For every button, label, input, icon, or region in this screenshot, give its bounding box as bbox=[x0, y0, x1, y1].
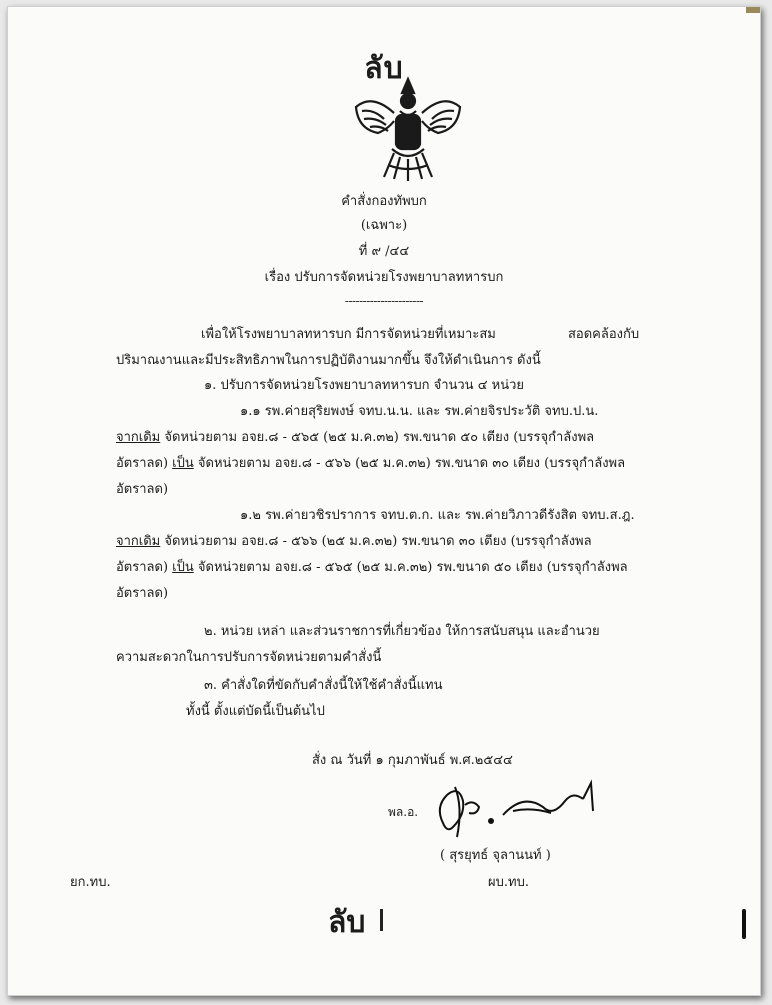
special-label: (เฉพาะ) bbox=[360, 218, 408, 233]
intro-line-1b: สอดคล้องกับ bbox=[568, 327, 640, 342]
classification-bottom: ลับ bbox=[328, 905, 366, 940]
order-subject: เรื่อง ปรับการจัดหน่วยโรงพยาบาลทหารบก bbox=[264, 270, 504, 285]
item-1-2-line-a bbox=[116, 530, 592, 551]
garuda-emblem-icon bbox=[348, 73, 468, 185]
item-1-1-line-a bbox=[116, 426, 594, 447]
item-2-line-2: ความสะดวกในการปรับการจัดหน่วยตามคำสั่งนี้ bbox=[116, 650, 382, 665]
to-label: เป็น bbox=[172, 456, 194, 471]
handwritten-signature-icon bbox=[433, 777, 603, 847]
item-1-2: ๑.๒ รพ.ค่ายวชิรปราการ จทบ.ต.ก. และ รพ.ค่ายวิภาวดีรังสิต จทบ.ส.ฎ. bbox=[240, 508, 635, 523]
item-1-2-line-b bbox=[116, 556, 628, 577]
item-1: ๑. ปรับการจัดหน่วยโรงพยาบาลทหารบก จำนวน ๔ หน่วย bbox=[204, 378, 525, 393]
intro-line-1: เพื่อให้โรงพยาบาลทหารบก มีการจัดหน่วยที่เหมาะสม bbox=[201, 327, 496, 342]
item-1-1-to-text: จัดหน่วยตาม อจย.๘ - ๕๖๖ (๒๕ ม.ค.๓๒) รพ.ขนาด ๓๐ เตียง (บรรจุกำลังพล bbox=[193, 456, 626, 471]
signer-name: ( สุรยุทธ์ จุลานนท์ ) bbox=[440, 848, 551, 863]
item-1-1-line-c: อัตราลด) bbox=[116, 482, 169, 497]
item-1-2-to-text: จัดหน่วยตาม อจย.๘ - ๕๖๕ (๒๕ ม.ค.๓๒) รพ.ขนาด ๕๐ เตียง (บรรจุกำลังพล bbox=[193, 560, 628, 575]
item-1-1-from-text: จัดหน่วยตาม อจย.๘ - ๕๖๕ (๒๕ ม.ค.๓๒) รพ.ขนาด ๕๐ เตียง (บรรจุกำลังพล bbox=[160, 430, 595, 445]
intro-line-2: ปริมาณงานและมีประสิทธิภาพในการปฏิบัติงานมากขึ้น จึงให้ดำเนินการ ดังนี้ bbox=[116, 353, 541, 368]
to-label: เป็น bbox=[172, 560, 194, 575]
document-page bbox=[7, 6, 761, 996]
item-3: ๓. คำสั่งใดที่ขัดกับคำสั่งนี้ให้ใช้คำสั่งนี้แทน bbox=[204, 678, 443, 693]
classification-top: ลับ bbox=[364, 51, 404, 86]
from-label: จากเดิม bbox=[116, 534, 161, 549]
corner-mark bbox=[746, 7, 760, 13]
item-1-1-b1: อัตราลด) bbox=[116, 456, 169, 471]
item-1-2-b1: อัตราลด) bbox=[116, 560, 169, 575]
item-1-2-line-c: อัตราลด) bbox=[116, 586, 169, 601]
order-date: สั่ง ณ วันที่ ๑ กุมภาพันธ์ พ.ศ.๒๕๔๔ bbox=[312, 753, 513, 768]
scan-mark bbox=[380, 909, 383, 931]
item-1-2-from-text: จัดหน่วยตาม อจย.๘ - ๕๖๖ (๒๕ ม.ค.๓๒) รพ.ขนาด ๓๐ เตียง (บรรจุกำลังพล bbox=[160, 534, 592, 549]
footer-left-abbr: ยก.ทบ. bbox=[70, 875, 111, 890]
item-2-line-1: ๒. หน่วย เหล่า และส่วนราชการที่เกี่ยวข้อง ให้การสนับสนุน และอำนวย bbox=[204, 624, 600, 639]
subject-divider: ---------------------- bbox=[344, 294, 424, 308]
from-label: จากเดิม bbox=[116, 430, 161, 445]
signer-rank: พล.อ. bbox=[388, 805, 419, 819]
item-1-1-line-b bbox=[116, 452, 625, 473]
order-title: คำสั่งกองทัพบก bbox=[341, 194, 427, 209]
edge-mark bbox=[742, 909, 746, 939]
item-1-1: ๑.๑ รพ.ค่ายสุริยพงษ์ จทบ.น.น. และ รพ.ค่ายจิรประวัติ จทบ.ป.น. bbox=[240, 404, 599, 419]
footer-right-abbr: ผบ.ทบ. bbox=[488, 875, 529, 890]
order-number: ที่ ๙ /๔๔ bbox=[358, 244, 410, 259]
effective-line: ทั้งนี้ ตั้งแต่บัดนี้เป็นต้นไป bbox=[186, 704, 325, 719]
